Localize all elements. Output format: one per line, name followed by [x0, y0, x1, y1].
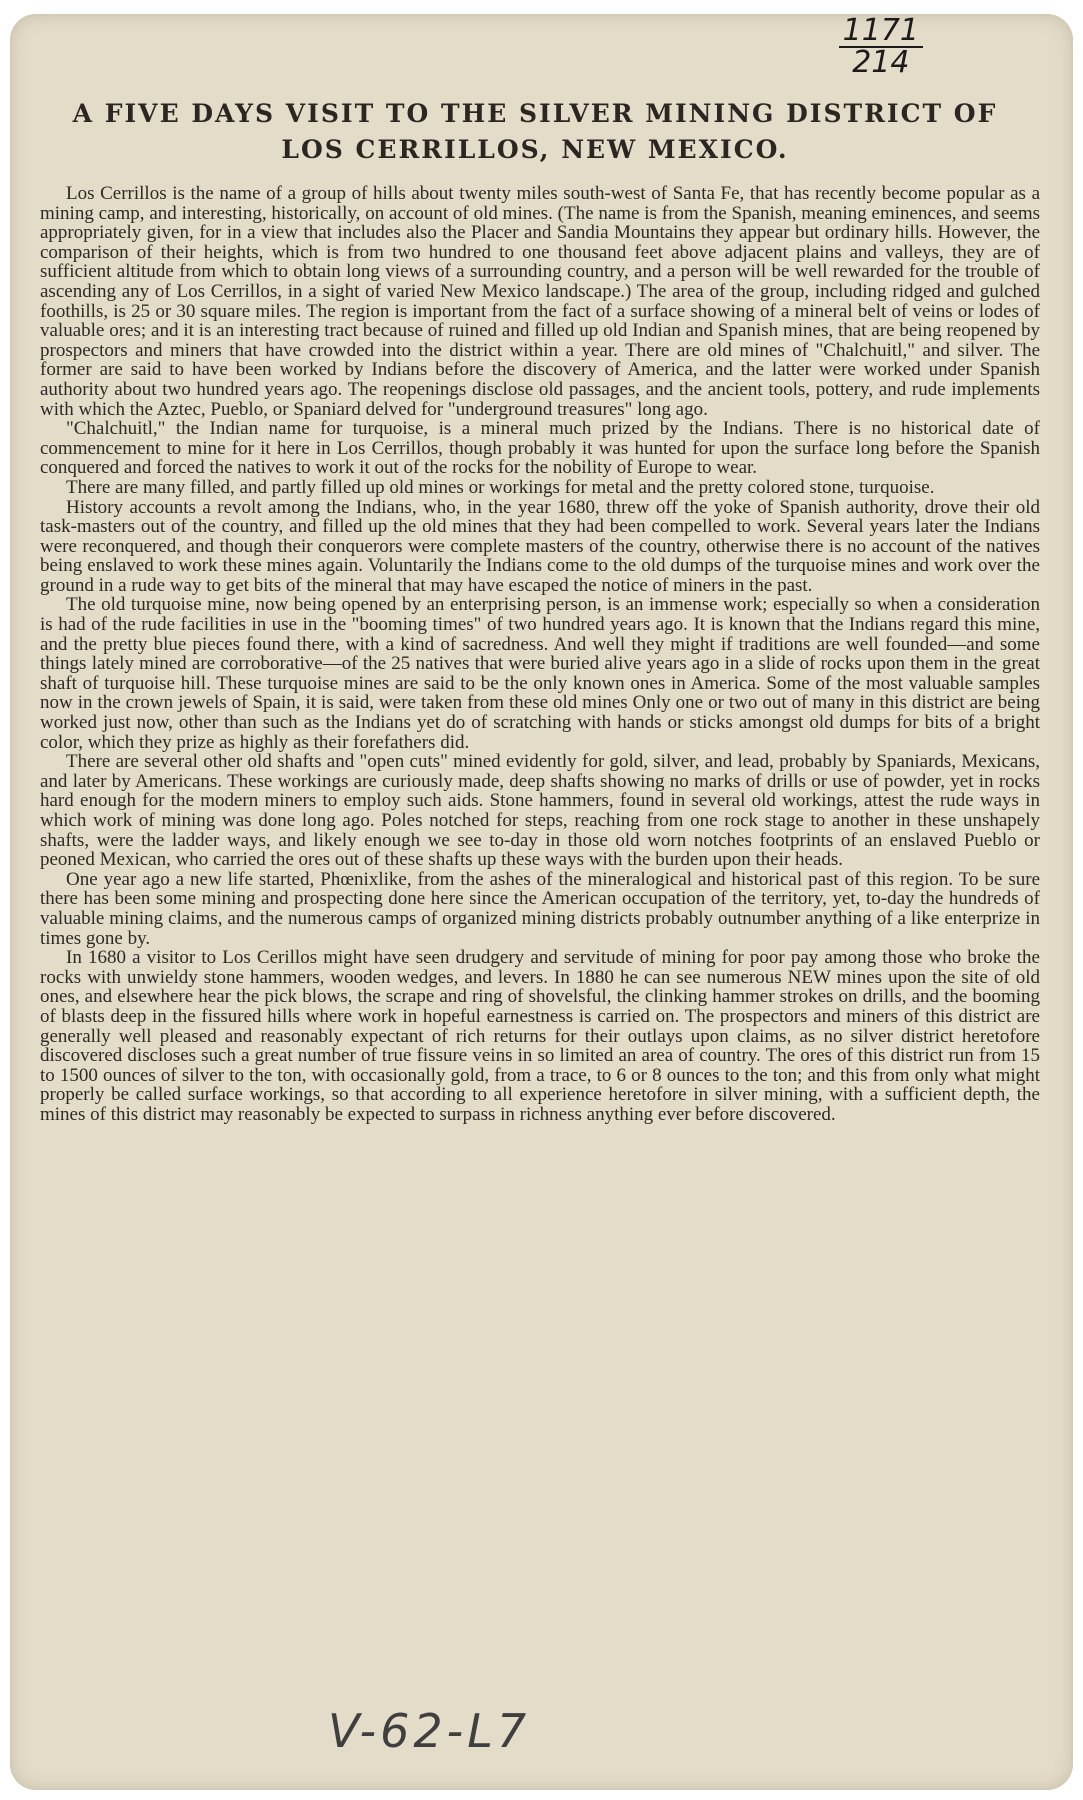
paragraph-6: There are several other old shafts and "open cuts" mined evidently for gold, silver, and lead, probably by Spaniards, Mexicans, and later by Americans. These workings are curiously made, deep shafts showing no marks of drills or use of powder, yet in rocks hard enough for the modern miners to employ such aids. Stone hammers, found in several old workings, attest the rude ways in which work of mining was done long ago. Poles notched for steps, reaching from one rock stage to another in these unshapely shafts, were the ladder ways, and likely enough we see to-day in those old worn notches footprints of an enslaved Pueblo or peoned Mexican, who carried the ores out of these shafts up these ways with the burden upon their heads.	[40, 751, 1040, 871]
catalog-number-bottom: 214	[852, 45, 910, 80]
paragraph-7: One year ago a new life started, Phœnixlike, from the ashes of the mineralogical and historical past of this region. To be sure there has been some mining and prospecting done here since the American occupation of the territory, yet, to-day the hundreds of valuable mining claims, and the numerous camps of organized mining districts probably outnumber anything of a like enterprize in times gone by.	[40, 868, 1040, 949]
paragraph-5: The old turquoise mine, now being opened by an enterprising person, is an immense work; especially so when a consideration is had of the rude facilities in use in the "booming times" of two hundred years ago. It is known that the Indians regard this mine, and the pretty blue pieces found there, with a kind of sacredness. And well they might if traditions are well founded—and some things lately mined are corroborative—of the 25 natives that were buried alive years ago in a slide of rocks upon them in the great shaft of turquoise hill. These turquoise mines are said to be the only known ones in America. Some of the most valuable samples now in the crown jewels of Spain, it is said, were taken from these old mines Only one or two out of many in this district are being worked just now, other than such as the Indians yet do of scratching with hands or sticks amongst old dumps for bits of a bright color, which they prize as highly as their forefathers did.	[40, 594, 1040, 753]
catalog-number	[839, 16, 923, 78]
paragraph-3: There are many filled, and partly filled up old mines or workings for metal and the pretty colored stone, turquoise.	[66, 476, 935, 498]
paragraph-4: History accounts a revolt among the Indians, who, in the year 1680, threw off the yoke of Spanish authority, drove their old task-masters out of the country, and filled up the old mines that they had been compelled to work. Several years later the Indians were reconquered, and though their conquerors were complete masters of the country, otherwise there is no account of the natives being enslaved to work these mines again. Voluntarily the Indians come to the old dumps of the turquoise mines and work over the ground in a rude way to get bits of the mineral that may have escaped the notice of miners in the past.	[40, 496, 1040, 596]
document-title: A FIVE DAYS VISIT TO THE SILVER MINING DISTRICT OF LOS CERRILLOS, NEW MEXICO.	[72, 99, 998, 164]
paragraph-1: Los Cerrillos is the name of a group of hills about twenty miles south-west of Santa Fe, that has recently become popular as a mining camp, and interesting, historically, on account of old mines. (The name is from the Spanish, meaning eminences, and seems appropriately given, for in a view that includes also the Placer and Sandia Mountains they appear but ordinary hills. However, the comparison of their heights, which is from two hundred to one thousand feet above adjacent plains and valleys, they are of sufficient altitude from which to obtain long views of a surrounding country, and a person will be well rewarded for the trouble of ascending any of Los Cerrillos, in a sight of varied New Mexico landscape.) The area of the group, including ridged and gulched foothills, is 25 or 30 square miles. The region is important from the fact of a surface showing of a mineral belt of veins or lodes of valuable ores; and it is an interesting tract because of ruined and filled up old Indian and Spanish mines, that are being reopened by prospectors and miners that have crowded into the district within a year. There are old mines of "Chalchuitl," and silver. The former are said to have been worked by Indians before the discovery of America, and the latter were worked under Spanish authority about two hundred years ago. The reopenings disclose old passages, and the ancient tools, pottery, and rude implements with which the Aztec, Pueblo, or Spaniard delved for "underground treasures" long ago.	[40, 183, 1040, 420]
paragraph-2: "Chalchuitl," the Indian name for turquoise, is a mineral much prized by the Indians. There is no historical date of commencement to mine for it here in Los Cerrillos, though probably it was hunted for upon the surface long before the Spanish conquered and forced the natives to work it out of the rocks for the nobility of Europe to wear.	[40, 418, 1040, 479]
document-card	[10, 14, 1073, 1790]
paragraph-8: In 1680 a visitor to Los Cerillos might have seen drudgery and servitude of mining for poor pay among those who broke the rocks with unwieldy stone hammers, wooden wedges, and levers. In 1880 he can see numerous NEW mines upon the site of old ones, and elsewhere hear the pick blows, the scrape and ring of shovelsful, the clinking hammer strokes on drills, and the booming of blasts deep in the fissured hills where work in hopeful earnestness is carried on. The prospectors and miners of this district are generally well pleased and reasonably expectant of rich returns for their outlays upon claims, as no silver district heretofore discovered discloses such a great number of true fissure veins in so limited an area of country. The ores of this district run from 15 to 1500 ounces of silver to the ton, with occasionally gold, from a trace, to 6 or 8 ounces to the ton; and this from only what might properly be called surface workings, so that according to all experience heretofore in silver mining, with a sufficient depth, the mines of this district may reasonably be expected to surpass in richness anything ever before discovered.	[40, 947, 1040, 1125]
catalog-number-top: 1171	[839, 16, 923, 48]
handwritten-note: V-62-L7	[328, 1704, 531, 1758]
document-body	[40, 184, 1040, 1125]
